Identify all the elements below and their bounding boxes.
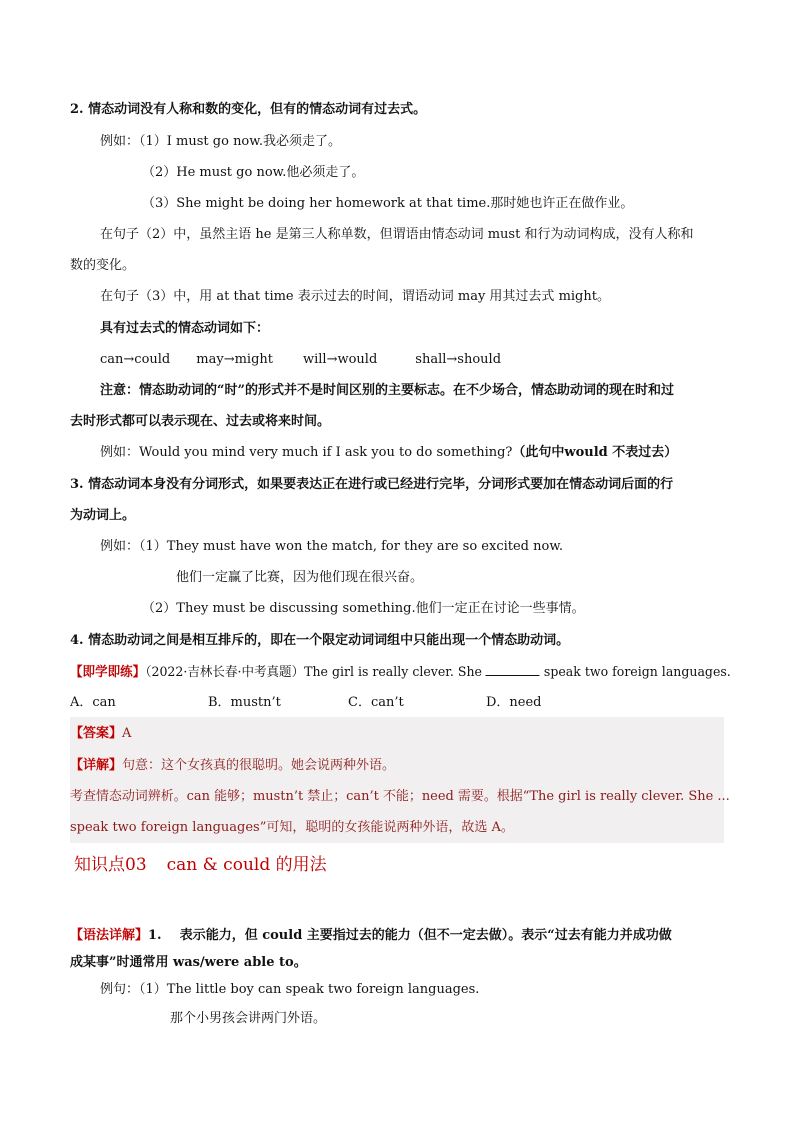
- point2-explain-2: 在句子（3）中，用 at that time 表示过去的时间，谓语动词 may 用其过去式 might。: [100, 289, 610, 304]
- point4-title: 4. 情态助动词之间是相互排斥的，即在一个限定动词词组中只能出现一个情态助动词。: [70, 633, 570, 648]
- past-form-item: will→would: [302, 352, 378, 367]
- exercise-stem-after: speak two foreign languages.: [543, 665, 731, 680]
- note-line-1: 注意：情态助动词的“时”的形式并不是时间区别的主要标志。在不少场合，情态助动词的现在时和过: [100, 383, 674, 398]
- grammar-example-1: [100, 981, 479, 999]
- answer-value: A: [122, 726, 132, 741]
- point2-example-1: [100, 133, 341, 151]
- point2-example-2: （2）He must go now.他必须走了。: [142, 165, 365, 180]
- point3-example-2: （2）They must be discussing something.他们一定正在讨论一些事情。: [142, 601, 585, 616]
- example-label: 例如：: [100, 539, 140, 554]
- past-form-item: can→could: [100, 352, 171, 367]
- example-sentence: Would you mind very much if I ask you to do something?: [139, 445, 513, 460]
- grammar-example-1-translation: 那个小男孩会讲两门外语。: [170, 1011, 327, 1026]
- grammar-text: 1. 表示能力，但 could 主要指过去的能力（但不一定去做）。表示“过去有能力并成功做: [148, 928, 672, 943]
- past-forms-list: [100, 351, 501, 369]
- point2-explain-1b: 数的变化。: [70, 258, 136, 273]
- exercise-option-c: C．can’t: [348, 695, 404, 710]
- point2-explain-1a: 在句子（2）中，虽然主语 he 是第三人称单数，但谓语由情态动词 must 和行为动词构成，没有人称和: [100, 227, 694, 242]
- exercise-source: （2022·吉林长春·中考真题）: [145, 665, 305, 680]
- example-sentence: （1）I must go now.我必须走了。: [139, 134, 341, 149]
- detail-line: [70, 757, 395, 775]
- answer-line: [70, 725, 131, 743]
- exercise-option-b: B．mustn’t: [208, 695, 281, 710]
- point3-title-2: 为动词上。: [70, 508, 136, 523]
- detail-tag: 【详解】: [70, 758, 123, 773]
- grammar-tag: 【语法详解】: [70, 928, 149, 943]
- example-label: 例如：: [100, 445, 140, 460]
- exercise-stem-before: The girl is really clever. She: [304, 665, 482, 680]
- section-number: 知识点03: [74, 855, 147, 875]
- point3-example-1: [100, 538, 563, 556]
- section-heading: [74, 853, 327, 877]
- analysis-line-1: 考查情态动词辨析。can 能够；mustn’t 禁止；can’t 不能；need 需要。根据“The girl is really clever. She ...: [70, 789, 730, 804]
- grammar-line-2: 成某事”时通常用 was/were able to。: [70, 955, 307, 970]
- grammar-line-1: [70, 927, 672, 945]
- detail-text: 句意：这个女孩真的很聪明。她会说两种外语。: [122, 758, 396, 773]
- example-sentence: （1）They must have won the match, for they are so excited now.: [139, 539, 564, 554]
- answer-blank: [486, 663, 540, 676]
- section-title: can & could 的用法: [166, 855, 327, 875]
- past-form-item: may→might: [196, 352, 273, 367]
- note-example: [100, 444, 677, 462]
- exercise-stem: [70, 663, 731, 682]
- example-label: 例如：: [100, 134, 140, 149]
- answer-tag: 【答案】: [70, 726, 123, 741]
- point2-title: 2. 情态动词没有人称和数的变化，但有的情态动词有过去式。: [70, 102, 427, 117]
- example-comment: （此句中would 不表过去）: [512, 445, 678, 460]
- example-sentence: （1）The little boy can speak two foreign languages.: [139, 982, 480, 997]
- note-line-2: 去时形式都可以表示现在、过去或将来时间。: [70, 414, 331, 429]
- exercise-option-d: D．need: [486, 695, 542, 710]
- exercise-tag: 【即学即练】: [70, 665, 146, 680]
- analysis-line-2: speak two foreign languages”可知，聪明的女孩能说两种外语，故选 A。: [70, 820, 514, 835]
- point3-example-1-translation: 他们一定赢了比赛，因为他们现在很兴奋。: [176, 570, 424, 585]
- point3-title-1: 3. 情态动词本身没有分词形式，如果要表达正在进行或已经进行完毕，分词形式要加在情态动词后面的行: [70, 477, 674, 492]
- past-forms-title: 具有过去式的情态动词如下：: [100, 321, 270, 336]
- example-label: 例句：: [100, 982, 140, 997]
- exercise-option-a: A．can: [70, 695, 116, 710]
- point2-example-3: （3）She might be doing her homework at that time.那时她也许正在做作业。: [142, 196, 634, 211]
- past-form-item: shall→should: [415, 352, 502, 367]
